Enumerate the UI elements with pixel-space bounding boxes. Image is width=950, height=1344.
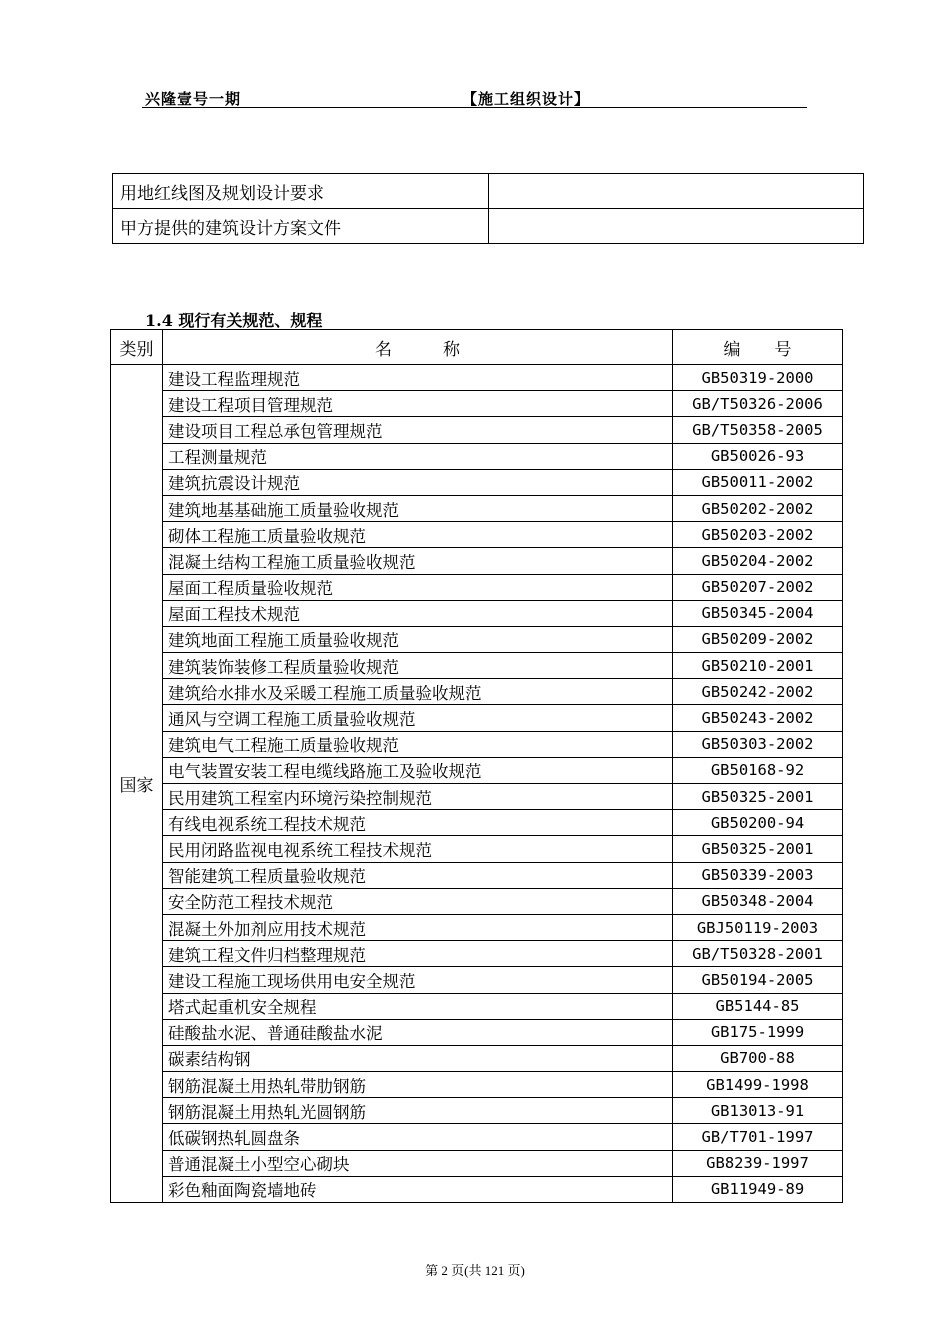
standard-code: GB50026-93: [673, 443, 843, 469]
standard-name: 建设项目工程总承包管理规范: [163, 417, 673, 443]
standard-code: GB50348-2004: [673, 888, 843, 914]
table-row: [113, 174, 864, 209]
standard-name: 混凝土外加剂应用技术规范: [163, 914, 673, 940]
standard-code: GB11949-89: [673, 1176, 843, 1202]
standard-name: 建设工程监理规范: [163, 365, 673, 391]
table-row: [111, 757, 843, 783]
standard-code: GB50345-2004: [673, 600, 843, 626]
standard-name: 通风与空调工程施工质量验收规范: [163, 705, 673, 731]
standard-name: 建设工程施工现场供用电安全规范: [163, 967, 673, 993]
table-row: [111, 705, 843, 731]
table-cell: 用地红线图及规划设计要求: [113, 174, 489, 209]
standard-code: GB50303-2002: [673, 731, 843, 757]
table-row: [111, 967, 843, 993]
standard-name: 安全防范工程技术规范: [163, 888, 673, 914]
standard-name: 硅酸盐水泥、普通硅酸盐水泥: [163, 1019, 673, 1045]
standard-code: GB700-88: [673, 1045, 843, 1071]
standard-name: 建筑工程文件归档整理规范: [163, 941, 673, 967]
table-row: [111, 522, 843, 548]
section-title: 1.4 现行有关规范、规程: [145, 311, 323, 330]
table-row: [111, 679, 843, 705]
table-row: [111, 784, 843, 810]
table-row: [111, 443, 843, 469]
column-header-code: 编 号: [673, 330, 843, 365]
standard-name: 民用建筑工程室内环境污染控制规范: [163, 784, 673, 810]
table-row: [113, 209, 864, 244]
standard-code: GB175-1999: [673, 1019, 843, 1045]
documents-table: [112, 173, 864, 244]
table-cell: [489, 209, 864, 244]
table-row: [111, 914, 843, 940]
table-row: [111, 1176, 843, 1202]
standard-name: 砌体工程施工质量验收规范: [163, 522, 673, 548]
table-cell: 甲方提供的建筑设计方案文件: [113, 209, 489, 244]
standard-name: 智能建筑工程质量验收规范: [163, 862, 673, 888]
table-row: [111, 1019, 843, 1045]
standard-code: GB50203-2002: [673, 522, 843, 548]
table-row: [111, 810, 843, 836]
standard-name: 工程测量规范: [163, 443, 673, 469]
table-row: [111, 391, 843, 417]
standard-code: GB/T50358-2005: [673, 417, 843, 443]
table-row: [111, 731, 843, 757]
header-right: 【施工组织设计】: [462, 90, 591, 108]
standards-table: [110, 329, 843, 1203]
standard-code: GB50207-2002: [673, 574, 843, 600]
standard-code: GB50339-2003: [673, 862, 843, 888]
standard-code: GB50319-2000: [673, 365, 843, 391]
standard-name: 混凝土结构工程施工质量验收规范: [163, 548, 673, 574]
table-row: [111, 1150, 843, 1176]
table-row: [111, 1124, 843, 1150]
table-row: [111, 495, 843, 521]
standard-name: 塔式起重机安全规程: [163, 993, 673, 1019]
standard-code: GB50200-94: [673, 810, 843, 836]
standard-name: 钢筋混凝土用热轧带肋钢筋: [163, 1072, 673, 1098]
table-row: [111, 365, 843, 391]
standard-code: GB50209-2002: [673, 626, 843, 652]
standard-code: GB/T50326-2006: [673, 391, 843, 417]
table-row: [111, 600, 843, 626]
standard-code: GB5144-85: [673, 993, 843, 1019]
column-header-name: 名 称: [163, 330, 673, 365]
standard-code: GB8239-1997: [673, 1150, 843, 1176]
standard-code: GB50325-2001: [673, 836, 843, 862]
standard-name: 低碳钢热轧圆盘条: [163, 1124, 673, 1150]
standard-name: 建筑电气工程施工质量验收规范: [163, 731, 673, 757]
standard-code: GB50204-2002: [673, 548, 843, 574]
standard-name: 电气装置安装工程电缆线路施工及验收规范: [163, 757, 673, 783]
table-row: [111, 862, 843, 888]
table-row: [111, 626, 843, 652]
standard-code: GB1499-1998: [673, 1072, 843, 1098]
table-row: [111, 574, 843, 600]
table-row: [111, 1098, 843, 1124]
column-header-category: 类别: [111, 330, 163, 365]
standard-name: 建筑给水排水及采暖工程施工质量验收规范: [163, 679, 673, 705]
standard-code: GB50168-92: [673, 757, 843, 783]
standard-name: 有线电视系统工程技术规范: [163, 810, 673, 836]
standard-name: 普通混凝土小型空心砌块: [163, 1150, 673, 1176]
header-rule: [142, 107, 807, 108]
table-row: [111, 417, 843, 443]
standard-name: 钢筋混凝土用热轧光圆钢筋: [163, 1098, 673, 1124]
table-row: [111, 993, 843, 1019]
standard-code: GB50243-2002: [673, 705, 843, 731]
standard-code: GB/T701-1997: [673, 1124, 843, 1150]
standard-name: 建筑地面工程施工质量验收规范: [163, 626, 673, 652]
table-cell: [489, 174, 864, 209]
standard-code: GB50325-2001: [673, 784, 843, 810]
standard-code: GB13013-91: [673, 1098, 843, 1124]
table-row: [111, 548, 843, 574]
table-row: [111, 653, 843, 679]
standard-name: 建筑地基基础施工质量验收规范: [163, 495, 673, 521]
standard-name: 建设工程项目管理规范: [163, 391, 673, 417]
table-row: [111, 836, 843, 862]
standard-name: 民用闭路监视电视系统工程技术规范: [163, 836, 673, 862]
category-cell: 国家: [111, 365, 163, 1203]
standard-code: GBJ50119-2003: [673, 914, 843, 940]
table-header-row: [111, 330, 843, 365]
standard-name: 彩色釉面陶瓷墙地砖: [163, 1176, 673, 1202]
table-row: [111, 888, 843, 914]
standard-name: 屋面工程质量验收规范: [163, 574, 673, 600]
standard-name: 建筑装饰装修工程质量验收规范: [163, 653, 673, 679]
standard-name: 屋面工程技术规范: [163, 600, 673, 626]
standard-code: GB50194-2005: [673, 967, 843, 993]
standard-code: GB50202-2002: [673, 495, 843, 521]
table-row: [111, 1045, 843, 1071]
standard-code: GB/T50328-2001: [673, 941, 843, 967]
page-footer: 第 2 页(共 121 页): [425, 1263, 525, 1278]
standard-code: GB50210-2001: [673, 653, 843, 679]
standard-name: 碳素结构钢: [163, 1045, 673, 1071]
standard-name: 建筑抗震设计规范: [163, 469, 673, 495]
table-row: [111, 469, 843, 495]
table-row: [111, 941, 843, 967]
header-left: 兴隆壹号一期: [145, 90, 242, 108]
standard-code: GB50242-2002: [673, 679, 843, 705]
table-row: [111, 1072, 843, 1098]
standard-code: GB50011-2002: [673, 469, 843, 495]
